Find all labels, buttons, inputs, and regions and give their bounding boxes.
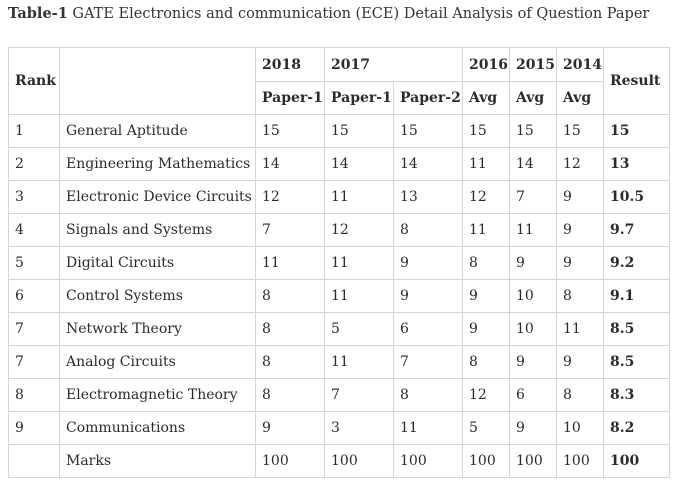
table-caption-text: GATE Electronics and communication (ECE) Detail Analysis of Question Paper — [72, 6, 650, 22]
cell-subject: Electromagnetic Theory — [60, 379, 256, 412]
table-row — [9, 346, 670, 379]
cell-rank: 5 — [9, 247, 60, 280]
cell-2018-paper-1: 8 — [256, 379, 325, 412]
cell-2017-paper-1: 5 — [325, 313, 394, 346]
cell-2016-avg: 11 — [463, 214, 510, 247]
cell-rank: 3 — [9, 181, 60, 214]
cell-result: 9.1 — [604, 280, 670, 313]
header-year-2016: 2016 — [463, 48, 510, 82]
table-row-marks — [9, 445, 670, 478]
cell-2018-paper-1: 7 — [256, 214, 325, 247]
header-2016-avg: Avg — [463, 82, 510, 115]
cell-2018-paper-1: 100 — [256, 445, 325, 478]
cell-2017-paper-1: 11 — [325, 181, 394, 214]
header-2014-avg: Avg — [557, 82, 604, 115]
cell-2018-paper-1: 8 — [256, 346, 325, 379]
cell-2015-avg: 9 — [510, 412, 557, 445]
cell-2015-avg: 14 — [510, 148, 557, 181]
header-rank: Rank — [9, 48, 60, 115]
header-2017-paper-2: Paper-2 — [394, 82, 463, 115]
cell-result: 13 — [604, 148, 670, 181]
cell-result: 9.7 — [604, 214, 670, 247]
cell-2016-avg: 12 — [463, 181, 510, 214]
cell-2017-paper-1: 3 — [325, 412, 394, 445]
cell-subject: Electronic Device Circuits — [60, 181, 256, 214]
cell-2017-paper-1: 11 — [325, 280, 394, 313]
analysis-table — [8, 47, 670, 478]
cell-2015-avg: 10 — [510, 280, 557, 313]
cell-2017-paper-2: 13 — [394, 181, 463, 214]
header-year-2017: 2017 — [325, 48, 463, 82]
cell-subject: General Aptitude — [60, 115, 256, 148]
cell-2016-avg: 9 — [463, 280, 510, 313]
cell-2017-paper-2: 8 — [394, 214, 463, 247]
cell-result: 15 — [604, 115, 670, 148]
cell-subject: Control Systems — [60, 280, 256, 313]
header-year-2015: 2015 — [510, 48, 557, 82]
table-row — [9, 247, 670, 280]
cell-2017-paper-1: 12 — [325, 214, 394, 247]
cell-2016-avg: 8 — [463, 346, 510, 379]
header-year-2018: 2018 — [256, 48, 325, 82]
cell-2017-paper-2: 9 — [394, 280, 463, 313]
cell-2016-avg: 5 — [463, 412, 510, 445]
cell-2014-avg: 11 — [557, 313, 604, 346]
table-row — [9, 115, 670, 148]
cell-subject: Engineering Mathematics — [60, 148, 256, 181]
cell-2015-avg: 100 — [510, 445, 557, 478]
cell-rank: 6 — [9, 280, 60, 313]
table-row — [9, 148, 670, 181]
cell-2018-paper-1: 12 — [256, 181, 325, 214]
cell-2017-paper-1: 15 — [325, 115, 394, 148]
cell-2018-paper-1: 14 — [256, 148, 325, 181]
header-subject — [60, 48, 256, 115]
cell-2018-paper-1: 8 — [256, 280, 325, 313]
cell-2017-paper-2: 11 — [394, 412, 463, 445]
cell-2017-paper-2: 14 — [394, 148, 463, 181]
table-row — [9, 412, 670, 445]
header-result: Result — [604, 48, 670, 115]
cell-subject: Signals and Systems — [60, 214, 256, 247]
cell-2014-avg: 12 — [557, 148, 604, 181]
cell-2014-avg: 100 — [557, 445, 604, 478]
cell-2017-paper-2: 6 — [394, 313, 463, 346]
cell-2015-avg: 6 — [510, 379, 557, 412]
cell-result: 8.2 — [604, 412, 670, 445]
header-year-2014: 2014 — [557, 48, 604, 82]
table-row — [9, 214, 670, 247]
cell-2015-avg: 9 — [510, 346, 557, 379]
cell-2016-avg: 9 — [463, 313, 510, 346]
header-2017-paper-1: Paper-1 — [325, 82, 394, 115]
cell-2015-avg: 11 — [510, 214, 557, 247]
cell-result: 8.3 — [604, 379, 670, 412]
cell-2014-avg: 9 — [557, 214, 604, 247]
cell-subject: Communications — [60, 412, 256, 445]
cell-2014-avg: 9 — [557, 247, 604, 280]
cell-2017-paper-2: 8 — [394, 379, 463, 412]
cell-2017-paper-1: 100 — [325, 445, 394, 478]
cell-2017-paper-2: 9 — [394, 247, 463, 280]
cell-2017-paper-1: 7 — [325, 379, 394, 412]
cell-2018-paper-1: 8 — [256, 313, 325, 346]
table-row — [9, 379, 670, 412]
cell-2015-avg: 10 — [510, 313, 557, 346]
cell-rank: 2 — [9, 148, 60, 181]
cell-result: 100 — [604, 445, 670, 478]
cell-2016-avg: 12 — [463, 379, 510, 412]
cell-2018-paper-1: 15 — [256, 115, 325, 148]
cell-rank — [9, 445, 60, 478]
cell-2016-avg: 100 — [463, 445, 510, 478]
cell-2015-avg: 9 — [510, 247, 557, 280]
cell-2014-avg: 8 — [557, 379, 604, 412]
cell-2017-paper-2: 15 — [394, 115, 463, 148]
cell-subject: Marks — [60, 445, 256, 478]
cell-2017-paper-1: 11 — [325, 346, 394, 379]
header-2018-paper-1: Paper-1 — [256, 82, 325, 115]
cell-2014-avg: 9 — [557, 181, 604, 214]
cell-2015-avg: 15 — [510, 115, 557, 148]
cell-rank: 1 — [9, 115, 60, 148]
table-caption — [8, 4, 649, 24]
cell-2015-avg: 7 — [510, 181, 557, 214]
cell-2016-avg: 15 — [463, 115, 510, 148]
cell-2016-avg: 11 — [463, 148, 510, 181]
cell-2014-avg: 10 — [557, 412, 604, 445]
cell-2017-paper-1: 14 — [325, 148, 394, 181]
header-row-years — [9, 48, 670, 82]
cell-subject: Network Theory — [60, 313, 256, 346]
cell-2014-avg: 8 — [557, 280, 604, 313]
cell-result: 10.5 — [604, 181, 670, 214]
cell-2017-paper-2: 7 — [394, 346, 463, 379]
table-row — [9, 181, 670, 214]
cell-result: 9.2 — [604, 247, 670, 280]
table-caption-label: Table-1 — [8, 5, 68, 22]
cell-rank: 7 — [9, 313, 60, 346]
table-row — [9, 313, 670, 346]
cell-2017-paper-1: 11 — [325, 247, 394, 280]
cell-2014-avg: 15 — [557, 115, 604, 148]
cell-rank: 7 — [9, 346, 60, 379]
cell-subject: Digital Circuits — [60, 247, 256, 280]
cell-rank: 4 — [9, 214, 60, 247]
cell-result: 8.5 — [604, 313, 670, 346]
table-row — [9, 280, 670, 313]
cell-rank: 8 — [9, 379, 60, 412]
cell-rank: 9 — [9, 412, 60, 445]
cell-2018-paper-1: 11 — [256, 247, 325, 280]
cell-result: 8.5 — [604, 346, 670, 379]
header-2015-avg: Avg — [510, 82, 557, 115]
cell-subject: Analog Circuits — [60, 346, 256, 379]
cell-2017-paper-2: 100 — [394, 445, 463, 478]
cell-2014-avg: 9 — [557, 346, 604, 379]
cell-2018-paper-1: 9 — [256, 412, 325, 445]
cell-2016-avg: 8 — [463, 247, 510, 280]
